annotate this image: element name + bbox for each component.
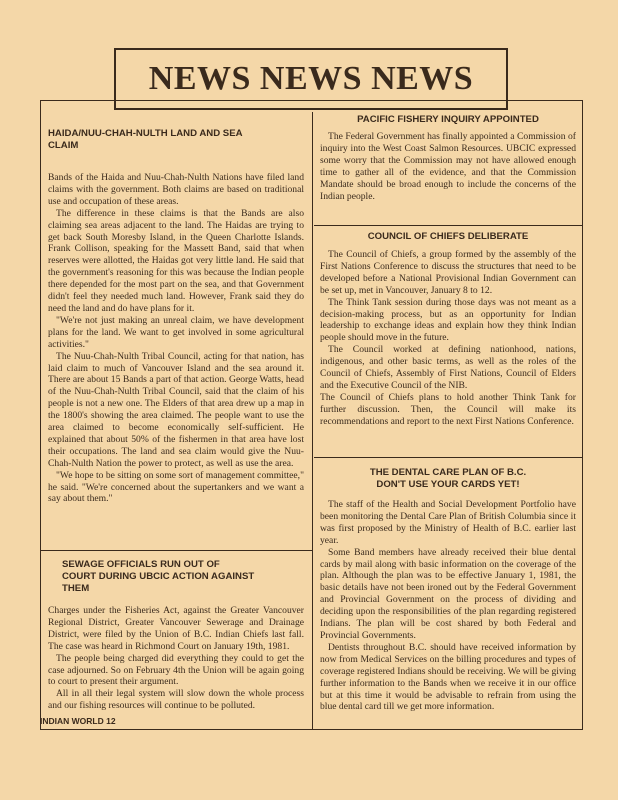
headline-sewage-line3: THEM bbox=[62, 583, 90, 594]
paragraph: The Think Tank session during those days was not meant as a decision-making process, but as an opportunity for Indian leadership to exchange ideas and explain how they think Indian people should move in the future. bbox=[320, 296, 576, 344]
article-haida bbox=[48, 128, 304, 505]
article-pacific-fishery bbox=[320, 114, 576, 202]
article-sewage bbox=[48, 559, 304, 712]
divider-pacific-council bbox=[314, 225, 583, 226]
article-council-of-chiefs bbox=[320, 231, 576, 428]
divider-haida-sewage bbox=[40, 550, 312, 551]
paragraph: "We hope to be sitting on some sort of management committee," he said. "We're concerned about the supertankers and we want a say about them." bbox=[48, 469, 304, 505]
headline-dental-line1: THE DENTAL CARE PLAN OF B.C. bbox=[369, 467, 527, 478]
paragraph: The Federal Government has finally appointed a Commission of inquiry into the West Coast Salmon Resources. UBCIC expressed some worry that the Commission may not have allowed enough time to gather all of the evidence, and that the Commission Mandate should be broad enough to include the concerns of the Indian people. bbox=[320, 131, 576, 202]
divider-council-dental bbox=[314, 457, 583, 458]
page-footer: INDIAN WORLD 12 bbox=[40, 716, 116, 726]
paragraph: "We're not just making an unreal claim, we have development plans for the land. We want to get involved in some agricultural activities." bbox=[48, 314, 304, 350]
paragraph: The Council of Chiefs plans to hold another Think Tank for further discussion. Then, the Council will make its recommendations and report to the next First Nations Conference. bbox=[320, 391, 576, 427]
paragraph: The staff of the Health and Social Development Portfolio have been monitoring the Dental Care Plan of British Columbia since it was first proposed by the Ministry of Health of B.C. earlier last year. bbox=[320, 499, 576, 546]
paragraph: Charges under the Fisheries Act, against the Greater Vancouver Regional District, Greater Vancouver Sewerage and Drainage District, were filed by the Union of B.C. Indian Chiefs last fall. The case was heard in Richmond Court on January 19th, 1981. bbox=[48, 605, 304, 652]
paragraph: Dentists throughout B.C. should have received information by now from Medical Services on the billing procedures and types of coverage registered Indians should be receiving. We will be giving further information to the Bands when we receive it in our office but at this time it would be advisable to refrain from using the blue dental card till we get more information. bbox=[320, 641, 576, 713]
paragraph: Some Band members have already received their blue dental cards by mail along with basic information on the coverage of the plan. Although the plan was to be effective January 1, 1981, the basic details have not been ironed out by the Federal Government and Provincial Government on the process of dividing and deciding upon the responsibilities of the plan regarding registered Indians. The plan will be cost shared by both Federal and Provincial Governments. bbox=[320, 546, 576, 641]
column-divider bbox=[312, 112, 313, 730]
masthead: NEWS NEWS NEWS bbox=[114, 48, 508, 110]
paragraph: The Nuu-Chah-Nulth Tribal Council, acting for that nation, has laid claim to much of Vancouver Island and the sea around it. There are about 15 Bands a part of that action. George Watts, head of the Nuu-Chah-Nulth Tribal Council, said that the claim of his people is not a new one. The Elders of that area drew up a map in the 1800's showing the area claimed. The people want to use the area claimed to become economically self-sufficient. He explained that about 50% of the fishermen in that area have lost their occupations. The land and sea claim would give the Nuu-Chah-Nulth Nation the power to protect, as well as use the area. bbox=[48, 350, 304, 469]
headline-dental-line2: DON'T USE YOUR CARDS YET! bbox=[376, 479, 520, 490]
paragraph: The difference in these claims is that the Bands are also claiming sea areas adjacent to the land. The Haidas are trying to get back South Moresby Island, in the Queen Charlotte Islands. Frank Collison, speaking for the Massett Band, said that when reserves were allotted, the Haidas got very little land. He said that the government's reasoning for this was because the Indian people there depended for the most part on the sea, and that Government didn't feel they needed much land. However, Frank said they do need the land and do have plans for it. bbox=[48, 207, 304, 314]
headline-haida-line2: CLAIM bbox=[48, 140, 79, 151]
headline-sewage-line1: SEWAGE OFFICIALS RUN OUT OF bbox=[62, 559, 220, 570]
paragraph: The people being charged did everything they could to get the case adjourned. So on February 4th the Union will be again going to court to present their argument. bbox=[48, 652, 304, 688]
paragraph: The Council of Chiefs, a group formed by the assembly of the First Nations Conference to discuss the structures that need to be developed before a National Provisional Indian Government can be set up, met in Vancouver, January 8 to 12. bbox=[320, 249, 576, 296]
paragraph: Bands of the Haida and Nuu-Chah-Nulth Nations have filed land claims with the government. Both claims are based on traditional use and occupation of these areas. bbox=[48, 172, 304, 207]
paragraph: All in all their legal system will slow down the whole process and our fishing resources will continue to be polluted. bbox=[48, 688, 304, 712]
headline-sewage-line2: COURT DURING UBCIC ACTION AGAINST bbox=[62, 571, 255, 582]
paragraph: The Council worked at defining nationhood, nations, indigenous, and other basic terms, as well as the roles of the Council of Chiefs, Assembly of First Nations, Council of Elders and the Executive Council of the NIB. bbox=[320, 344, 576, 391]
headline-council: COUNCIL OF CHIEFS DELIBERATE bbox=[367, 231, 529, 242]
headline-haida-line1: HAIDA/NUU-CHAH-NULTH LAND AND SEA bbox=[48, 128, 243, 139]
article-dental-care bbox=[320, 467, 576, 713]
headline-pacific: PACIFIC FISHERY INQUIRY APPOINTED bbox=[357, 114, 539, 125]
